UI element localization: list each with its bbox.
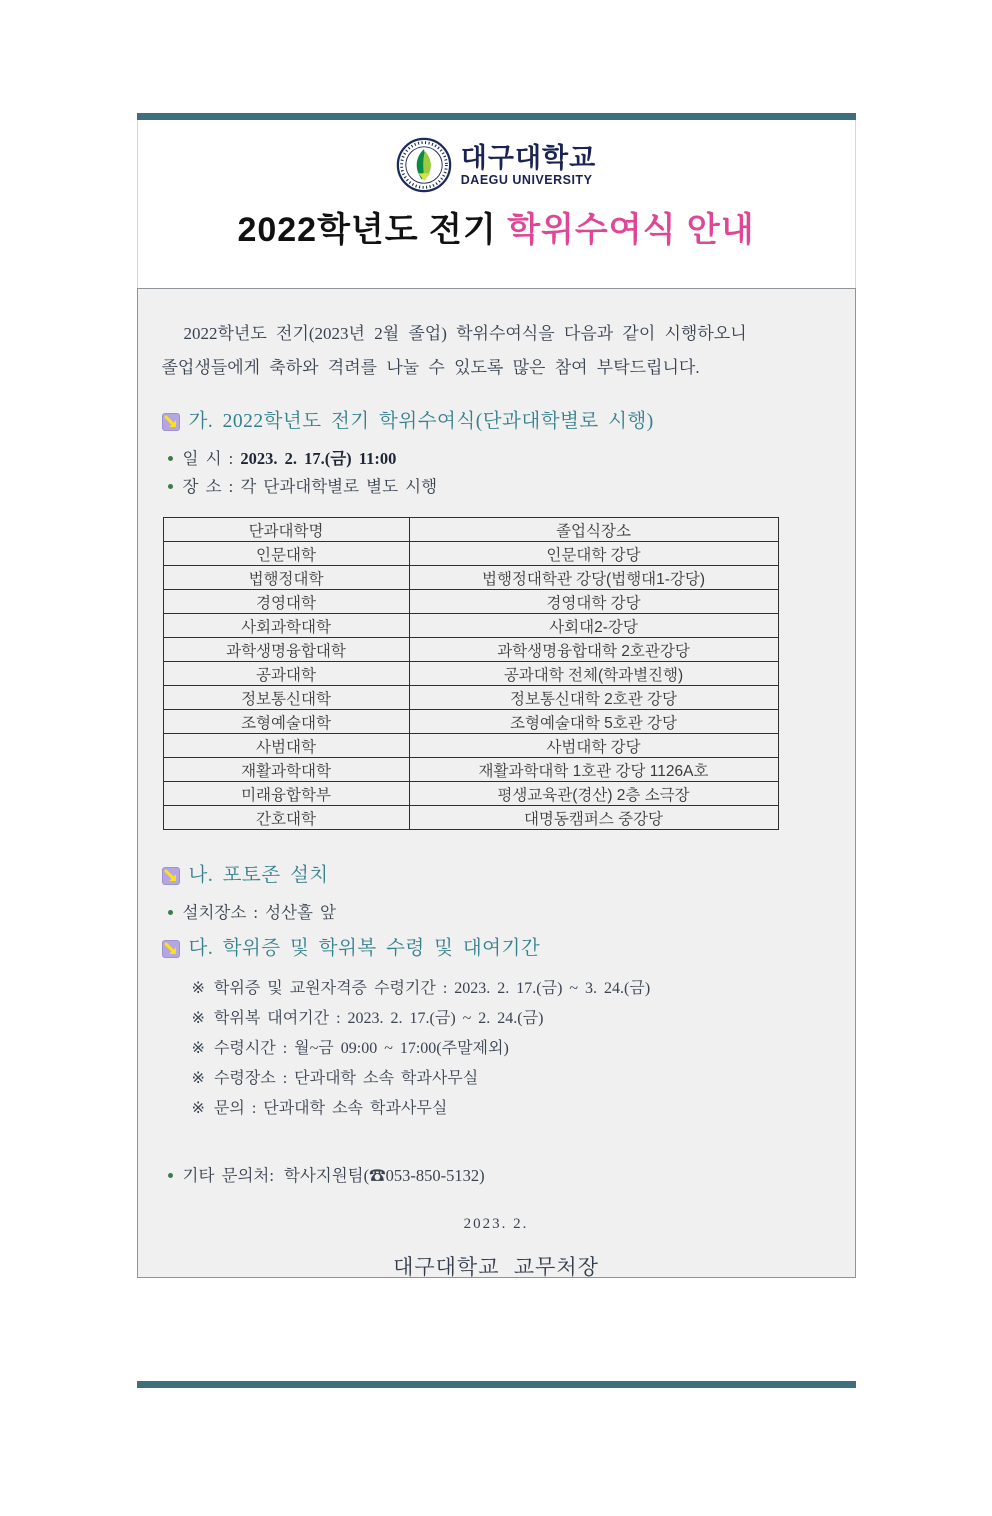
section-heading-text: 나. 포토존 설치 [188, 865, 329, 886]
section-heading-text: 가. 2022학년도 전기 학위수여식(단과대학별로 시행) [188, 411, 654, 432]
da-notes [162, 974, 831, 1124]
table-row [163, 614, 778, 638]
place-label: 장 소 : [182, 477, 241, 496]
table-cell: 사범대학 [163, 734, 409, 758]
table-cell: 조형예술대학 [163, 710, 409, 734]
arrow-down-right-icon [162, 940, 180, 958]
reference-mark-icon: ※ [191, 980, 205, 997]
etc-contact-line [162, 1162, 831, 1190]
date-value: 2023. 2. 17.(금) 11:00 [240, 449, 397, 468]
table-cell: 조형예술대학 5호관 강당 [409, 710, 778, 734]
content-panel [137, 288, 856, 1278]
table-row [163, 734, 778, 758]
table-cell: 대명동캠퍼스 중강당 [409, 806, 778, 830]
section-heading-ga [162, 409, 831, 435]
note-item [192, 1064, 831, 1094]
photozone-line [162, 899, 831, 927]
place-value: 각 단과대학별로 별도 시행 [240, 477, 438, 496]
bullet-icon [168, 1173, 173, 1178]
intro-line-2: 졸업생들에게 축하와 격려를 나눌 수 있도록 많은 참여 부탁드립니다. [161, 358, 700, 377]
header [137, 120, 856, 288]
etc-value: 학사지원팀(☎053-850-5132) [283, 1166, 485, 1185]
table-cell: 사회과학대학 [163, 614, 409, 638]
issue-date: 2023. 2. [463, 1216, 529, 1232]
arrow-down-right-icon [162, 867, 180, 885]
university-logo [396, 134, 596, 196]
ceremony-location-table [163, 517, 779, 830]
table-cell: 재활과학대학 1호관 강당 1126A호 [409, 758, 778, 782]
table-cell: 사범대학 강당 [409, 734, 778, 758]
table-cell: 과학생명융합대학 2호관강당 [409, 638, 778, 662]
note-item [192, 1004, 831, 1034]
logo-english-name: DAEGU UNIVERSITY [460, 172, 593, 187]
note-item [192, 1094, 831, 1124]
table-row [163, 686, 778, 710]
table-cell: 경영대학 [163, 590, 409, 614]
note-text: 학위복 대여기간 : 2023. 2. 17.(금) ~ 2. 24.(금) [213, 1010, 544, 1027]
reference-mark-icon: ※ [191, 1040, 205, 1057]
table-row [163, 638, 778, 662]
logo-text [461, 143, 596, 188]
table-cell: 과학생명융합대학 [163, 638, 409, 662]
table-cell: 법행정대학 [163, 566, 409, 590]
note-text: 수령시간 : 월~금 09:00 ~ 17:00(주말제외) [213, 1040, 509, 1057]
arrow-down-right-icon [162, 413, 180, 431]
table-cell: 사회대2-강당 [409, 614, 778, 638]
bullet-icon [168, 456, 173, 461]
table-cell: 평생교육관(경산) 2층 소극장 [409, 782, 778, 806]
signer: 대구대학교 교무처장 [393, 1255, 599, 1279]
bottom-whitespace [137, 1278, 856, 1381]
bullet-icon [168, 910, 173, 915]
table-cell: 간호대학 [163, 806, 409, 830]
intro-paragraph [162, 317, 831, 385]
reference-mark-icon: ※ [191, 1070, 205, 1087]
table-row [163, 662, 778, 686]
section-heading-da [162, 936, 831, 962]
column-header-venue: 졸업식장소 [409, 518, 778, 542]
table-row [163, 758, 778, 782]
table-cell: 재활과학대학 [163, 758, 409, 782]
bottom-accent-bar [137, 1381, 856, 1388]
logo-korean-name: 대구대학교 [460, 142, 597, 173]
bullet-icon [168, 484, 173, 489]
table-cell: 인문대학 강당 [409, 542, 778, 566]
table-row [163, 542, 778, 566]
photozone-value: 성산홀 앞 [265, 903, 336, 922]
etc-label: 기타 문의처: [182, 1166, 274, 1185]
note-text: 수령장소 : 단과대학 소속 학과사무실 [213, 1070, 479, 1087]
top-accent-bar [137, 113, 856, 120]
table-row [163, 566, 778, 590]
table-cell: 공과대학 전체(학과별진행) [409, 662, 778, 686]
table-row [163, 590, 778, 614]
place-line [162, 473, 831, 501]
table-cell: 공과대학 [163, 662, 409, 686]
note-item [192, 974, 831, 1004]
table-cell: 법행정대학관 강당(법행대1-강당) [409, 566, 778, 590]
table-row [163, 782, 778, 806]
section-heading-text: 다. 학위증 및 학위복 수령 및 대여기간 [188, 938, 541, 959]
intro-line-1: 2022학년도 전기(2023년 2월 졸업) 학위수여식을 다음과 같이 시행하오니 [183, 324, 747, 343]
note-text: 학위증 및 교원자격증 수령기간 : 2023. 2. 17.(금) ~ 3. 24.(금) [213, 980, 651, 997]
university-seal-icon [396, 137, 452, 193]
date-label: 일 시 : [182, 449, 241, 468]
reference-mark-icon: ※ [191, 1100, 205, 1117]
table-header-row [163, 518, 778, 542]
column-header-college: 단과대학명 [163, 518, 409, 542]
page-title [138, 206, 855, 254]
table-row [163, 710, 778, 734]
table-cell: 정보통신대학 [163, 686, 409, 710]
ceremony-table-body [163, 542, 778, 830]
photozone-label: 설치장소 : [182, 903, 266, 922]
table-cell: 인문대학 [163, 542, 409, 566]
date-line [162, 445, 831, 473]
table-cell: 경영대학 강당 [409, 590, 778, 614]
title-black-part: 2022학년도 전기 [237, 211, 508, 249]
announcement-page [137, 113, 856, 1388]
table-row [163, 806, 778, 830]
reference-mark-icon: ※ [191, 1010, 205, 1027]
note-item [192, 1034, 831, 1064]
title-pink-part: 학위수여식 안내 [507, 211, 755, 249]
section-heading-na [162, 863, 831, 889]
table-cell: 미래융합학부 [163, 782, 409, 806]
note-text: 문의 : 단과대학 소속 학과사무실 [213, 1100, 448, 1117]
table-cell: 정보통신대학 2호관 강당 [409, 686, 778, 710]
